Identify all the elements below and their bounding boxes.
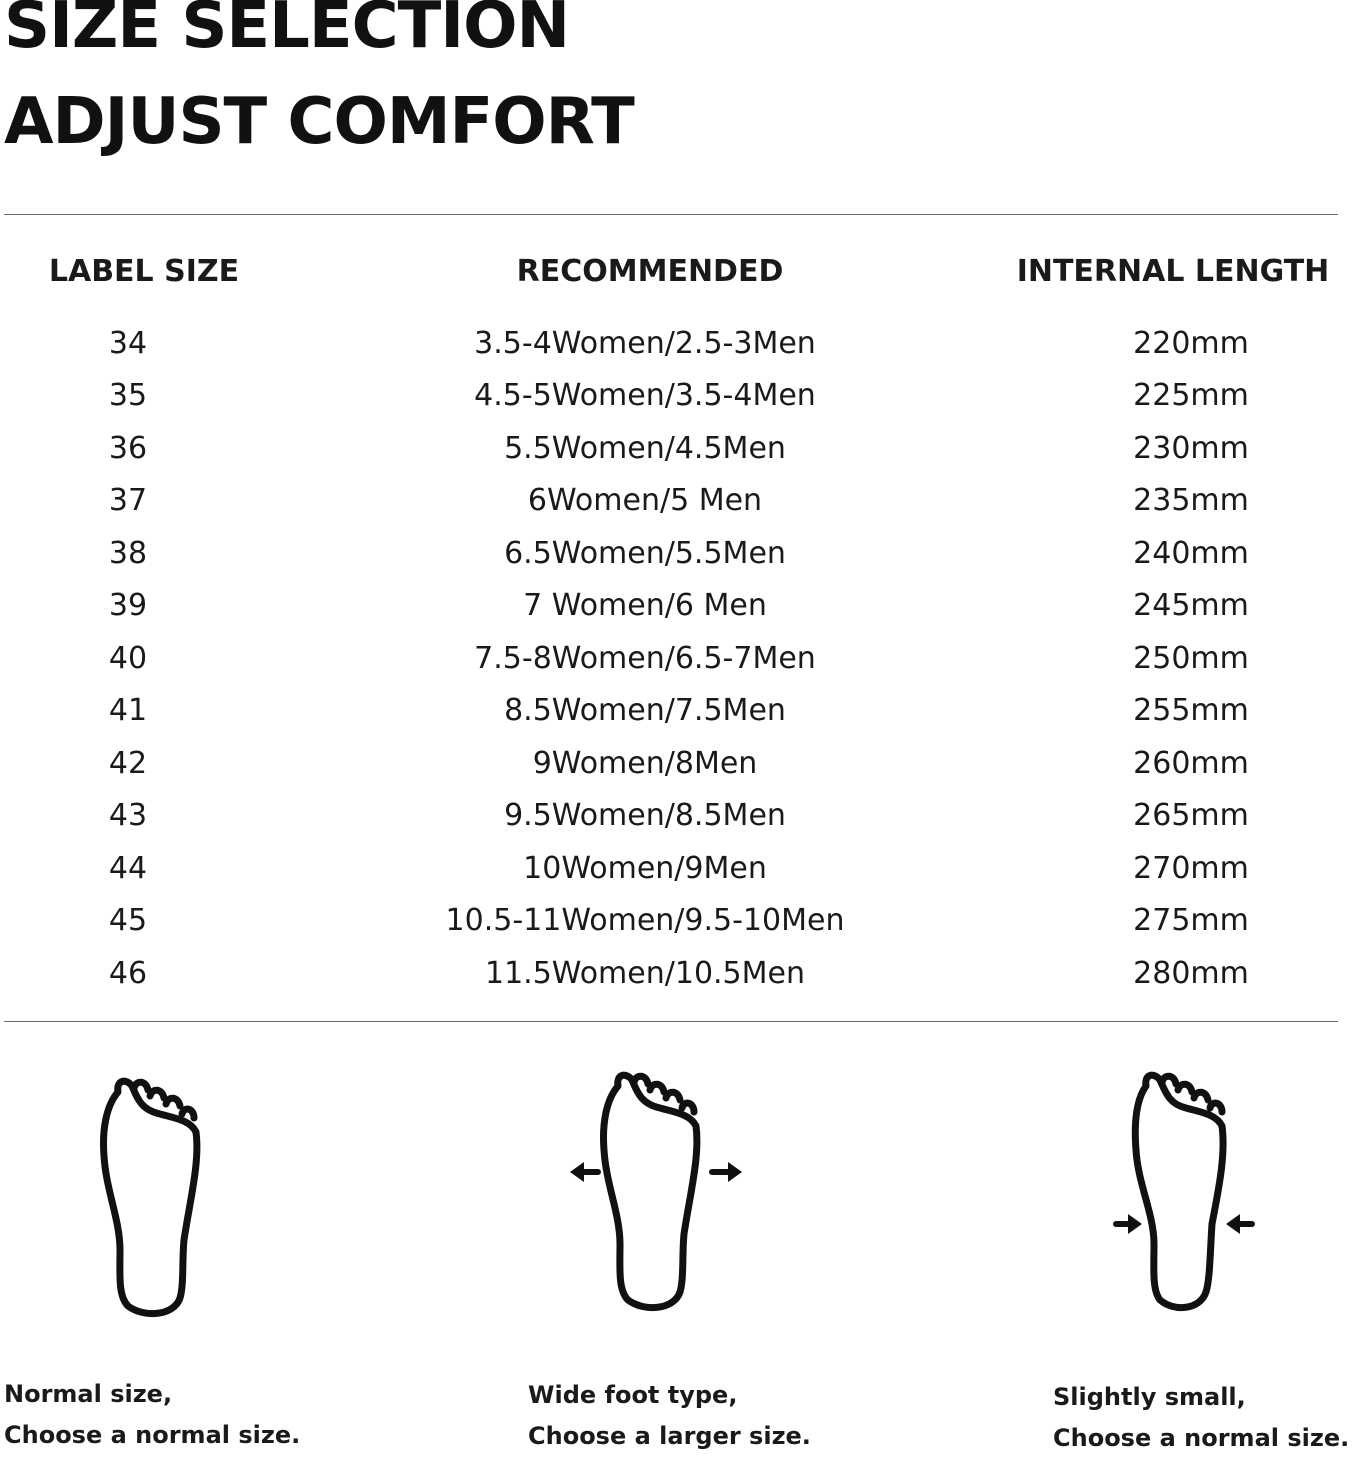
- column-header-label-size: LABEL SIZE: [48, 254, 240, 289]
- foot-outline-icon: [90, 1070, 210, 1320]
- table-row: [0, 324, 1354, 364]
- caption-line: Choose a larger size.: [528, 1422, 811, 1450]
- label-size-cell: 45: [108, 903, 148, 938]
- divider-top: [4, 214, 1338, 215]
- recommended-cell: 9Women/8Men: [532, 746, 758, 781]
- internal-length-cell: 220mm: [1133, 326, 1249, 361]
- table-row: [0, 901, 1354, 941]
- label-size-cell: 39: [108, 588, 148, 623]
- title-line-2: ADJUST COMFORT: [4, 85, 634, 159]
- recommended-cell: 7.5-8Women/6.5-7Men: [474, 641, 816, 676]
- internal-length-cell: 260mm: [1133, 746, 1249, 781]
- internal-length-cell: 280mm: [1133, 956, 1249, 991]
- internal-length-cell: 245mm: [1133, 588, 1249, 623]
- caption-line: Wide foot type,: [528, 1381, 738, 1409]
- column-header-internal-length: INTERNAL LENGTH: [1016, 254, 1330, 289]
- table-row: [0, 954, 1354, 994]
- recommended-cell: 8.5Women/7.5Men: [504, 693, 786, 728]
- internal-length-cell: 250mm: [1133, 641, 1249, 676]
- title-line-1: SIZE SELECTION: [4, 0, 570, 63]
- internal-length-cell: 225mm: [1133, 378, 1249, 413]
- caption-line: Normal size,: [4, 1380, 173, 1408]
- label-size-cell: 40: [108, 641, 148, 676]
- caption-slightly-small: [1053, 1377, 1349, 1459]
- table-row: [0, 481, 1354, 521]
- recommended-cell: 6Women/5 Men: [527, 483, 763, 518]
- table-row: [0, 429, 1354, 469]
- label-size-cell: 35: [108, 378, 148, 413]
- recommended-cell: 6.5Women/5.5Men: [504, 536, 786, 571]
- foot-wide-icon: [560, 1064, 760, 1314]
- table-row: [0, 849, 1354, 889]
- table-row: [0, 586, 1354, 626]
- recommended-cell: 3.5-4Women/2.5-3Men: [474, 326, 816, 361]
- caption-line: Choose a normal size.: [1053, 1424, 1350, 1452]
- label-size-cell: 44: [108, 851, 148, 886]
- internal-length-cell: 270mm: [1133, 851, 1249, 886]
- caption-line: Slightly small,: [1053, 1383, 1246, 1411]
- internal-length-cell: 265mm: [1133, 798, 1249, 833]
- table-row: [0, 691, 1354, 731]
- recommended-cell: 10.5-11Women/9.5-10Men: [445, 903, 845, 938]
- recommended-cell: 4.5-5Women/3.5-4Men: [474, 378, 816, 413]
- table-row: [0, 376, 1354, 416]
- label-size-cell: 46: [108, 956, 148, 991]
- label-size-cell: 36: [108, 431, 148, 466]
- internal-length-cell: 255mm: [1133, 693, 1249, 728]
- label-size-cell: 41: [108, 693, 148, 728]
- caption-normal-size: [4, 1374, 300, 1456]
- table-row: [0, 796, 1354, 836]
- recommended-cell: 7 Women/6 Men: [523, 588, 767, 623]
- table-row: [0, 744, 1354, 784]
- internal-length-cell: 275mm: [1133, 903, 1249, 938]
- caption-line: Choose a normal size.: [4, 1421, 301, 1449]
- internal-length-cell: 235mm: [1133, 483, 1249, 518]
- internal-length-cell: 230mm: [1133, 431, 1249, 466]
- column-header-recommended: RECOMMENDED: [516, 254, 784, 289]
- label-size-cell: 37: [108, 483, 148, 518]
- caption-wide-foot: [528, 1375, 811, 1457]
- table-row: [0, 534, 1354, 574]
- divider-bottom: [4, 1021, 1338, 1022]
- recommended-cell: 11.5Women/10.5Men: [484, 956, 806, 991]
- label-size-cell: 38: [108, 536, 148, 571]
- recommended-cell: 10Women/9Men: [523, 851, 767, 886]
- label-size-cell: 43: [108, 798, 148, 833]
- recommended-cell: 5.5Women/4.5Men: [504, 431, 786, 466]
- internal-length-cell: 240mm: [1133, 536, 1249, 571]
- recommended-cell: 9.5Women/8.5Men: [504, 798, 786, 833]
- foot-narrow-icon: [1110, 1064, 1260, 1314]
- label-size-cell: 42: [108, 746, 148, 781]
- table-row: [0, 639, 1354, 679]
- label-size-cell: 34: [108, 326, 148, 361]
